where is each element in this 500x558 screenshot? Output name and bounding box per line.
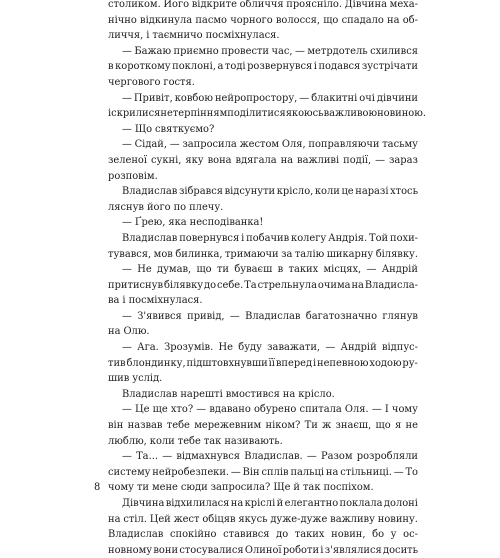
text-word: мене: [151, 482, 178, 494]
text-word: Владислав: [122, 232, 178, 244]
text-word: вона: [207, 154, 232, 166]
text-word: Владислав: [122, 388, 178, 400]
text-word: дівчини: [376, 92, 418, 104]
text-word: нейропростору,: [214, 92, 298, 104]
text-word: іскрилися: [108, 108, 161, 120]
text-word: на: [351, 279, 364, 291]
text-word: тоді: [224, 61, 246, 73]
text-word: заважати,: [267, 342, 321, 354]
text-word: час,: [271, 45, 293, 57]
text-word: досить: [383, 544, 418, 556]
text-word: мов: [153, 248, 173, 260]
text-word: побачив: [246, 232, 290, 244]
text-line: [108, 387, 418, 403]
text-word: ставився: [223, 529, 270, 541]
text-word: і: [313, 61, 317, 73]
text-word: вдягала: [235, 154, 277, 166]
text-line: [108, 215, 418, 231]
text-word: шив: [108, 373, 130, 385]
text-word: до: [276, 529, 289, 541]
text-word: Оля,: [281, 139, 306, 151]
text-word: ос-: [403, 529, 418, 541]
text-word: кріслі: [244, 498, 276, 509]
text-word: стільниці.: [340, 466, 392, 478]
text-word: Владислав.: [244, 451, 303, 463]
text-word: яку: [185, 154, 204, 166]
text-word: зустрічати: [361, 61, 418, 73]
text-word: Не: [137, 264, 152, 276]
text-word: мережевним: [194, 420, 262, 432]
text-word: тувався,: [108, 248, 152, 260]
text-line: [108, 106, 426, 122]
text-word: тебе: [166, 420, 190, 432]
text-word: Та: [244, 279, 257, 291]
text-word: чому: [391, 404, 418, 416]
text-word: нічно: [108, 14, 137, 26]
text-word: на: [280, 154, 294, 166]
text-word: розробляли: [356, 451, 418, 463]
text-word: привід,: [187, 310, 225, 322]
text-word: елегантно: [284, 498, 339, 509]
text-word: вмостився: [225, 388, 280, 400]
text-word: розповім.: [108, 170, 158, 182]
text-word: шикарну: [326, 248, 374, 260]
text-word: долоні: [383, 498, 418, 509]
text-word: —: [306, 451, 317, 463]
text-word: вдавано: [209, 404, 251, 416]
text-word: в: [277, 264, 284, 276]
text-word: Андрій: [381, 264, 418, 276]
text-word: приємно: [173, 45, 219, 57]
text-word: важливі: [297, 154, 340, 166]
text-word: ковбою: [174, 92, 213, 104]
text-word: сюди: [180, 482, 208, 494]
text-word: зібрався: [178, 186, 223, 198]
text-line: [108, 496, 418, 512]
text-word: метрдотель: [307, 45, 368, 57]
text-line: [108, 231, 418, 247]
text-word: Олиної: [244, 544, 282, 556]
text-word: таких: [294, 529, 325, 541]
text-word: на: [282, 388, 296, 400]
text-word: стосувалися: [179, 544, 244, 556]
text-word: Та...: [136, 451, 158, 463]
text-word: блондинку,: [126, 357, 186, 369]
text-word: бо: [372, 529, 385, 541]
text-word: сукні,: [151, 154, 182, 166]
text-word: зараз: [389, 154, 418, 166]
text-word: об-: [402, 14, 418, 26]
text-word: на: [387, 14, 400, 26]
text-word: сплів: [261, 466, 289, 478]
text-word: новину.: [377, 513, 418, 525]
text-word: схилився: [370, 45, 418, 57]
text-line: [108, 137, 418, 153]
text-word: я: [394, 420, 402, 432]
text-word: відкрите: [191, 0, 237, 10]
text-word: нейробезпеки.: [152, 466, 230, 478]
text-word: ще: [152, 404, 168, 416]
text-word: з'являлися: [324, 544, 382, 556]
text-word: хтось: [390, 186, 418, 198]
text-line: [108, 0, 418, 13]
text-word: відсунути: [224, 186, 276, 198]
text-word: спокійно: [169, 529, 217, 541]
text-word: Ще: [273, 482, 291, 494]
text-line: [108, 28, 418, 44]
text-word: Ти: [304, 420, 318, 432]
text-word: святкуємо?: [155, 123, 215, 135]
text-word: Владислав: [122, 186, 178, 198]
text-word: коли: [149, 435, 175, 447]
text-word: билинка,: [175, 248, 223, 260]
text-word: похи-: [389, 232, 418, 244]
text-line: [108, 262, 418, 278]
text-line: [108, 356, 418, 372]
text-line: [108, 13, 418, 29]
text-word: повернувся: [179, 232, 240, 244]
text-line: [108, 247, 418, 263]
text-word: й: [276, 498, 284, 509]
text-word: він: [108, 420, 124, 432]
text-word: —: [299, 92, 310, 104]
text-word: Це: [135, 404, 150, 416]
text-word: поклала: [339, 498, 383, 509]
text-word: волосся,: [275, 14, 321, 26]
text-line: [108, 184, 418, 200]
text-word: —: [295, 45, 305, 57]
text-word: провести: [221, 45, 270, 57]
text-line: [108, 512, 418, 528]
text-word: а: [217, 61, 224, 73]
text-word: Сідай,: [134, 139, 168, 151]
text-word: поділитися: [227, 108, 286, 120]
text-line: [108, 200, 418, 216]
text-word: в: [108, 61, 114, 73]
text-word: події,: [343, 154, 372, 166]
text-word: роботи: [282, 544, 320, 556]
text-word: Цей: [149, 513, 171, 525]
text-word: Андрія.: [328, 232, 368, 244]
text-word: стіл.: [123, 513, 147, 525]
text-word: непевною: [316, 357, 369, 369]
text-word: що: [323, 14, 339, 26]
text-word: —: [393, 466, 404, 478]
text-word: важливою: [323, 108, 378, 120]
text-word: —: [371, 404, 382, 416]
text-word: запросила?: [210, 482, 271, 494]
text-word: так: [302, 482, 321, 494]
text-word: тримаючи: [224, 248, 279, 260]
text-word: ти: [216, 264, 230, 276]
text-word: ва: [108, 295, 120, 307]
text-line: [108, 324, 418, 340]
text-word: до: [204, 279, 217, 291]
text-word: і: [146, 30, 150, 42]
text-word: нарешті: [180, 388, 223, 400]
text-word: спадало: [341, 14, 384, 26]
text-word: ру-: [402, 357, 418, 369]
text-word: —: [325, 342, 336, 354]
text-word: новин,: [331, 529, 366, 541]
text-word: —: [366, 264, 377, 276]
text-word: ж: [322, 420, 332, 432]
text-word: білявку.: [375, 248, 418, 260]
text-word: столиком.: [108, 0, 161, 10]
text-word: і: [122, 295, 126, 307]
text-word: якоюсь: [285, 108, 324, 120]
text-line: [108, 91, 418, 107]
text-word: назвав: [127, 420, 163, 432]
text-word: несподіванка!: [189, 217, 264, 229]
text-word: меха-: [389, 0, 418, 10]
text-word: —: [122, 310, 132, 322]
text-word: личчя,: [108, 30, 144, 42]
text-word: систему: [108, 466, 151, 478]
text-word: буваєш: [234, 264, 273, 276]
text-line: [108, 449, 418, 465]
text-word: Оля.: [344, 404, 369, 416]
text-word: ходою: [369, 357, 402, 369]
text-word: —: [122, 264, 132, 276]
text-word: Зрозумів.: [164, 342, 214, 354]
text-word: проясніло.: [286, 0, 342, 10]
text-word: і: [241, 232, 245, 244]
text-line: [108, 75, 418, 91]
text-word: не: [405, 420, 418, 432]
text-word: То: [405, 466, 418, 478]
text-word: —: [375, 154, 386, 166]
page-number: 8: [94, 482, 101, 493]
text-word: на: [230, 498, 244, 509]
text-word: посміхнулася.: [128, 295, 203, 307]
text-word: поправляючи: [308, 139, 380, 151]
text-word: Його: [163, 0, 190, 10]
text-word: зеленої: [108, 154, 148, 166]
text-word: пасмо: [195, 14, 227, 26]
text-word: Той: [368, 232, 389, 244]
text-line: [108, 59, 418, 75]
text-line: [108, 527, 418, 543]
text-word: тасьму: [382, 139, 418, 151]
text-word: хто?: [170, 404, 194, 416]
text-line: [108, 434, 418, 450]
text-word: Що: [134, 123, 153, 135]
text-word: Олю.: [123, 326, 150, 338]
text-word: очі: [359, 92, 375, 104]
text-word: очима: [317, 279, 351, 291]
text-word: спитала: [299, 404, 342, 416]
text-word: і: [320, 544, 324, 556]
text-word: вперед: [275, 357, 313, 369]
text-word: —: [122, 139, 132, 151]
text-word: знаєш,: [335, 420, 372, 432]
text-word: новному: [108, 544, 153, 556]
text-word: себе.: [216, 279, 244, 291]
text-word: білявку: [163, 279, 204, 291]
text-word: —: [196, 404, 207, 416]
text-word: відмахнувся: [176, 451, 240, 463]
text-line: [108, 44, 418, 60]
text-word: ти: [136, 482, 149, 494]
text-word: багатозначно: [305, 310, 378, 322]
text-word: поклоні,: [172, 61, 216, 73]
text-line: [108, 153, 418, 169]
text-word: у: [390, 529, 397, 541]
text-word: думав,: [157, 264, 192, 276]
text-word: Дівчина: [344, 0, 387, 10]
text-line: [108, 543, 418, 558]
text-word: крісло,: [276, 186, 314, 198]
text-word: Владислав: [108, 529, 164, 541]
text-word: блакитні: [311, 92, 358, 104]
text-word: таємничо: [152, 30, 203, 42]
text-word: нетерпінням: [160, 108, 228, 120]
text-word: —: [169, 139, 180, 151]
text-word: притиснув: [108, 279, 164, 291]
text-word: так: [203, 435, 222, 447]
text-word: відхилилася: [165, 498, 230, 509]
text-word: глянув: [382, 310, 418, 322]
text-line: [108, 309, 418, 325]
text-word: талію: [294, 248, 325, 260]
text-word: ніком?: [265, 420, 301, 432]
text-word: —: [229, 310, 240, 322]
text-word: відпус-: [381, 342, 418, 354]
text-line: [108, 122, 418, 138]
text-word: крісло.: [298, 388, 335, 400]
text-word: на: [108, 326, 121, 338]
text-word: місцях,: [323, 264, 362, 276]
text-word: таких: [288, 264, 319, 276]
text-word: новиною.: [377, 108, 426, 120]
text-word: стрельнула: [257, 279, 317, 291]
text-word: —: [230, 466, 241, 478]
text-word: —: [122, 342, 132, 354]
text-word: й: [293, 482, 300, 494]
text-word: що: [375, 420, 391, 432]
text-word: —: [122, 123, 132, 135]
text-word: розвернувся: [247, 61, 313, 73]
text-line: [108, 371, 418, 387]
text-word: наразі: [355, 186, 389, 198]
text-word: короткому: [115, 61, 171, 73]
text-word: —: [162, 451, 173, 463]
text-word: Не: [218, 342, 233, 354]
text-word: Андрій: [340, 342, 377, 354]
text-word: Разом: [320, 451, 353, 463]
text-line: [108, 418, 418, 434]
text-word: колегу: [291, 232, 327, 244]
text-word: пальці: [290, 466, 325, 478]
text-word: чорного: [230, 14, 273, 26]
text-word: Привіт,: [133, 92, 173, 104]
text-word: Владислав: [245, 310, 301, 322]
text-word: це: [341, 186, 354, 198]
text-word: і: [312, 357, 317, 369]
text-word: яка: [168, 217, 187, 229]
text-line: [108, 402, 418, 418]
text-word: обличчя: [239, 0, 284, 10]
text-word: подався: [318, 61, 361, 73]
text-word: гостя.: [163, 76, 195, 88]
text-word: вони: [153, 544, 179, 556]
text-word: чому: [108, 482, 134, 494]
text-word: дуже-дуже: [270, 513, 328, 525]
text-word: на: [325, 466, 339, 478]
text-word: що: [196, 264, 212, 276]
text-word: Дівчина: [122, 498, 165, 509]
text-word: І: [384, 404, 389, 416]
text-line: [108, 293, 418, 309]
text-word: жест: [173, 513, 200, 525]
text-line: [108, 278, 418, 294]
text-word: називають.: [224, 435, 283, 447]
text-word: Ґрею,: [134, 217, 166, 229]
text-word: відкинула: [140, 14, 193, 26]
page-text: [108, 0, 426, 558]
text-word: буду: [238, 342, 262, 354]
text-word: тив: [108, 357, 126, 369]
text-word: його: [146, 201, 171, 213]
text-word: —: [122, 92, 132, 104]
text-word: посміхнулася.: [205, 30, 280, 42]
text-word: люблю,: [108, 435, 147, 447]
text-word: услід.: [132, 373, 163, 385]
text-word: Ага.: [137, 342, 159, 354]
text-word: важливу: [330, 513, 375, 525]
text-word: чергового: [108, 76, 161, 88]
text-word: —: [122, 45, 132, 57]
text-line: [108, 169, 418, 185]
text-word: —: [122, 217, 132, 229]
text-word: —: [122, 451, 132, 463]
text-word: коли: [314, 186, 340, 198]
text-word: Він: [242, 466, 260, 478]
text-line: [108, 465, 418, 481]
text-word: по: [173, 201, 187, 213]
text-word: за: [281, 248, 293, 260]
text-line: [108, 480, 418, 496]
text-word: Бажаю: [134, 45, 172, 57]
text-word: плечу.: [189, 201, 224, 213]
text-word: ляснув: [108, 201, 144, 213]
text-word: підштовхнувши: [186, 357, 268, 369]
text-word: тебе: [177, 435, 201, 447]
text-word: жестом: [239, 139, 280, 151]
text-word: Владисла-: [364, 279, 418, 291]
text-word: на: [108, 513, 121, 525]
text-word: якусь: [238, 513, 268, 525]
text-word: —: [122, 404, 132, 416]
text-word: обурено: [253, 404, 297, 416]
text-word: поспіхом.: [323, 482, 374, 494]
text-word: її: [268, 357, 275, 369]
text-word: запросила: [182, 139, 237, 151]
text-word: З'явився: [137, 310, 182, 322]
text-word: обіцяв: [202, 513, 236, 525]
text-line: [108, 340, 418, 356]
